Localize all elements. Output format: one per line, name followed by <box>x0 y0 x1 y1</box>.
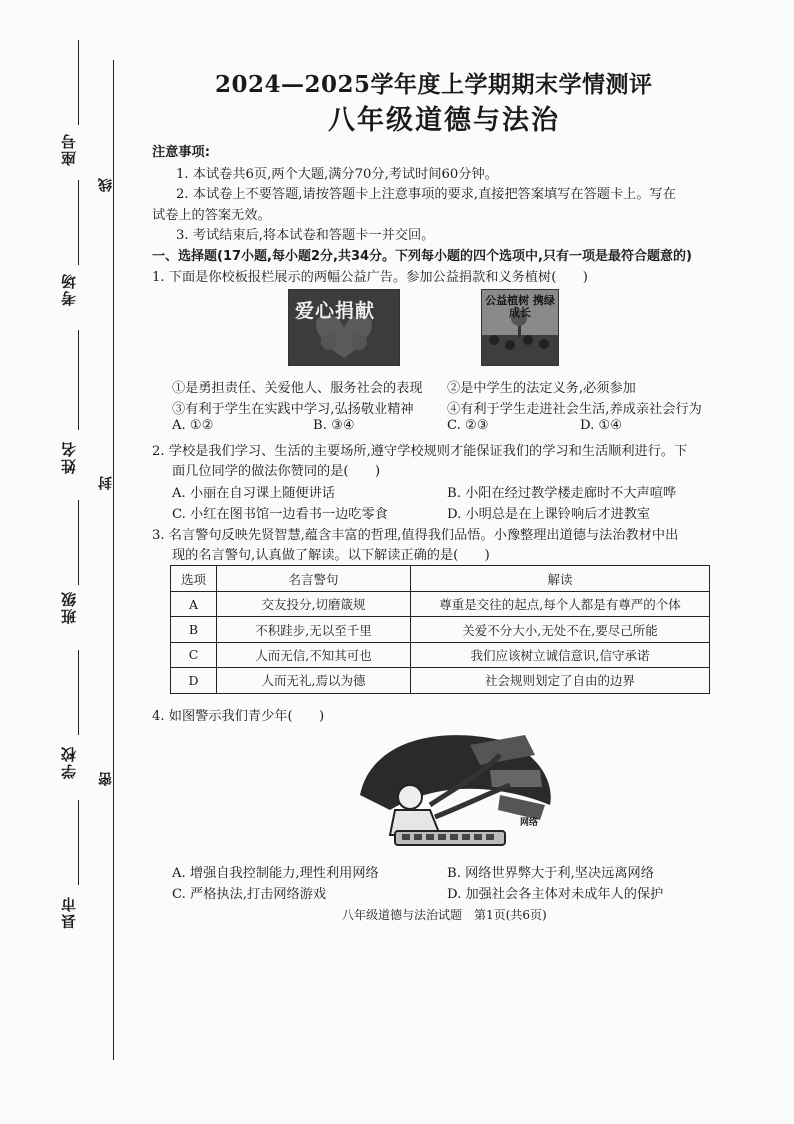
notice-item-2: 2. 本试卷上不要答题,请按答题卡上注意事项的要求,直接把答案填写在答题卡上。写在 <box>176 187 676 202</box>
table-cell: 我们应该树立诚信意识,信守承诺 <box>411 642 710 667</box>
table-header-row <box>171 566 710 592</box>
q4-option-b: B. 网络世界弊大于利,坚决远离网络 <box>447 866 654 881</box>
margin-class-label: 班级 <box>60 590 78 624</box>
q1-stem: 1. 下面是你校板报栏展示的两幅公益广告。参加公益捐款和义务植树( ) <box>152 270 588 285</box>
table-cell: 不积跬步,无以至千里 <box>217 617 411 642</box>
table-cell: 尊重是交往的起点,每个人都是有尊严的个体 <box>411 592 710 617</box>
notice-item-1: 1. 本试卷共6页,两个大题,满分70分,考试时间60分钟。 <box>176 167 498 182</box>
margin-name-label: 姓名 <box>60 440 78 474</box>
q1-option-d: D. ①④ <box>580 418 623 433</box>
q4-option-d: D. 加强社会各主体对未成年人的保护 <box>447 887 664 902</box>
q1-tree-planting-image <box>481 289 559 366</box>
seal-line-mark: 线 <box>98 178 114 192</box>
q1-img1-caption: 爱心捐献 <box>295 300 376 322</box>
table-cell: B <box>171 617 217 642</box>
exam-room-fill-line <box>78 180 79 265</box>
q2-option-b: B. 小阳在经过教学楼走廊时不大声喧哗 <box>447 486 677 501</box>
q3-stem: 3. 名言警句反映先贤智慧,蕴含丰富的哲理,值得我们品悟。小豫整理出道德与法治教材中出 <box>152 528 679 543</box>
q2-stem: 2. 学校是我们学习、生活的主要场所,遵守学校规则才能保证我们的学习和生活顺利进行。下 <box>152 444 688 459</box>
table-header-cell: 解读 <box>411 566 710 592</box>
notice-item-3: 3. 考试结束后,将本试卷和答题卡一并交回。 <box>176 228 435 243</box>
table-cell: A <box>171 592 217 617</box>
notice-heading: 注意事项: <box>152 145 211 160</box>
table-cell: 社会规则划定了自由的边界 <box>411 668 710 693</box>
q2-option-a: A. 小丽在自习课上随便讲话 <box>172 486 335 501</box>
table-header-cell: 选项 <box>171 566 217 592</box>
q1-statement-2: ②是中学生的法定义务,必须参加 <box>447 381 636 396</box>
table-cell: 人而无礼,焉以为德 <box>217 668 411 693</box>
binding-line <box>113 60 114 1060</box>
table-cell: D <box>171 668 217 693</box>
table-row <box>171 617 710 642</box>
margin-seat-label: 座号 <box>60 132 78 166</box>
q2-option-d: D. 小明总是在上课铃响后才进教室 <box>447 507 651 522</box>
section1-heading: 一、选择题(17小题,每小题2分,共34分。下列每小题的四个选项中,只有一项是最符合题意的) <box>152 249 692 264</box>
q3-table <box>170 565 710 694</box>
exam-title: 2024—2025学年度上学期期末学情测评 <box>215 71 653 98</box>
q2-stem-cont: 面几位同学的做法你赞同的是( ) <box>172 464 381 479</box>
q1-statement-3: ③有利于学生在实践中学习,弘扬敬业精神 <box>172 402 414 417</box>
q1-donation-image <box>288 289 400 366</box>
q1-option-b: B. ③④ <box>313 418 355 433</box>
page-footer: 八年级道德与法治试题 第1页(共6页) <box>342 908 547 922</box>
school-fill-line <box>78 650 79 735</box>
q3-stem-cont: 现的名言警句,认真做了解读。以下解读正确的是( ) <box>172 548 490 563</box>
name-fill-line <box>78 330 79 430</box>
margin-school-label: 学校 <box>60 745 78 779</box>
seat-fill-line <box>78 40 79 125</box>
table-row <box>171 642 710 667</box>
county-fill-line <box>78 800 79 885</box>
table-row <box>171 668 710 693</box>
q4-option-c: C. 严格执法,打击网络游戏 <box>172 887 327 902</box>
internet-addiction-cartoon-icon <box>350 725 560 850</box>
notice-item-2-cont: 试卷上的答案无效。 <box>152 208 271 223</box>
table-cell: 人而无信,不知其可也 <box>217 642 411 667</box>
seal-seal-mark: 封 <box>98 476 114 490</box>
margin-county-label: 县市 <box>60 895 78 929</box>
table-row <box>171 592 710 617</box>
q4-stem: 4. 如图警示我们青少年( ) <box>152 709 325 724</box>
table-header-cell: 名言警句 <box>217 566 411 592</box>
q4-img-caption: 网络 <box>520 818 539 828</box>
q1-statement-1: ①是勇担责任、关爱他人、服务社会的表现 <box>172 381 423 396</box>
q4-option-a: A. 增强自我控制能力,理性利用网络 <box>172 866 379 881</box>
q1-statement-4: ④有利于学生走进社会生活,养成亲社会行为 <box>447 402 702 417</box>
table-cell: 关爱不分大小,无处不在,要尽己所能 <box>411 617 710 642</box>
exam-subject: 八年级道德与法治 <box>328 105 560 136</box>
q1-img2-caption: 公益植树 携绿成长 <box>485 294 555 319</box>
margin-exam-room-label: 考场 <box>60 272 78 306</box>
table-cell: C <box>171 642 217 667</box>
q4-cartoon-image <box>350 725 560 850</box>
q1-option-a: A. ①② <box>172 418 214 433</box>
seal-secret-mark: 密 <box>98 772 114 786</box>
q1-option-c: C. ②③ <box>447 418 489 433</box>
class-fill-line <box>78 500 79 585</box>
table-cell: 交友投分,切磨箴规 <box>217 592 411 617</box>
q2-option-c: C. 小红在图书馆一边看书一边吃零食 <box>172 507 388 522</box>
